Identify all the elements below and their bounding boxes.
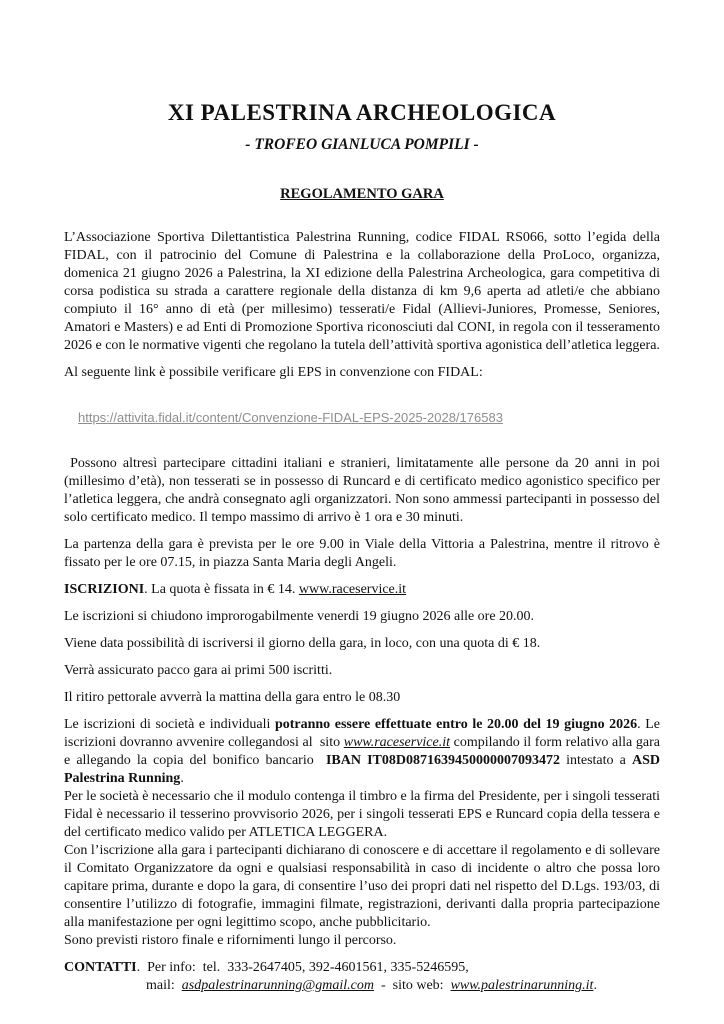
paragraph-pacco-gara: Verrà assicurato pacco gara ai primi 500 iscritti.: [64, 663, 333, 678]
deadline-bold: potranno essere effettuate entro le 20.00 del 19 giugno 2026: [274, 717, 638, 732]
contatti-line2: mail: asdpalestrinarunning@gmail.com - sito web: www.palestrinarunning.it.: [146, 978, 597, 993]
paragraph-intro: L’Associazione Sportiva Dilettantistica Palestrina Running, codice FIDAL RS066, sotto l’egida della FIDAL, con il patrocinio del Comune di Palestrina e la collaborazione della ProLoco, organizza, domenica 21 giugno 2026 a Palestrina, la XI edizione della Palestrina Archeologica, gara competitiva di corsa podistica su strada a carattere regionale della distanza di km 9,6 aperta ad atleti/e che abbiano compiuto il 16° anno di età (per millesimo) tesserati/e Fidal (Allievi-Juniores, Promesse, Seniores, Amatori e Masters) e ad Enti di Promozione Sportiva riconosciuti dal CONI, in regola con il tesseramento 2026 e con le normative vigenti che regolano la tutela dell’attività sportiva agonistica dell’atletica leggera.: [64, 230, 664, 353]
paragraph-societa-line2: Per le società è necessario che il modulo contenga il timbro e la firma del Presidente, per i singoli tesserati Fidal è necessario il tesserino provvisorio 2026, per i singoli tesserati EPS e Runcard copia della tessera e del certificato medico valido per ATLETICA LEGGERA.: [64, 789, 664, 840]
siteweb-label: - sito web:: [373, 978, 451, 993]
contatti-phones: . Per info: tel. 333-2647405, 392-4601561, 335-5246595,: [136, 960, 469, 975]
paragraph-societa-line1: Le iscrizioni di società e individuali potranno essere effettuate entro le 20.00 del 19 giugno 2026. Le iscrizioni dovranno avvenire collegandosi al sito www.raceservice.it compilando il form relativo alla gara e allegando la copia del bonifico bancario IBAN IT08D0871639450000007093472 intestato a ASD Palestrina Running.: [64, 717, 664, 786]
paragraph-eps-label: Al seguente link è possibile verificare gli EPS in convenzione con FIDAL:: [64, 365, 483, 380]
paragraph-chiusura: Le iscrizioni si chiudono improrogabilmente venerdi 19 giugno 2026 alle ore 20.00.: [64, 609, 535, 624]
raceservice-link[interactable]: www.raceservice.it: [298, 582, 407, 597]
paragraph-pettorale: Il ritiro pettorale avverrà la mattina della gara entro le 08.30: [64, 690, 401, 705]
block-modalita-iscrizione: [64, 716, 664, 950]
paragraph-partenza: La partenza della gara è prevista per le ore 9.00 in Viale della Vittoria a Palestrina, mentre il ritrovo è fissato per le ore 07.15, in piazza Santa Maria degli Angeli.: [64, 537, 664, 570]
block-contatti: [64, 959, 660, 995]
iban-value: IBAN IT08D0871639450000007093472: [325, 753, 560, 768]
website-link[interactable]: www.palestrinarunning.it: [450, 978, 594, 993]
iscrizioni-text: . La quota è fissata in € 14.: [144, 582, 299, 597]
paragraph-ristoro: Sono previsti ristoro finale e rifornimenti lungo il percorso.: [64, 933, 397, 948]
email-link[interactable]: asdpalestrinarunning@gmail.com: [181, 978, 374, 993]
contatti-line1: [64, 959, 660, 977]
account-holder: ASD Palestrina Running: [64, 753, 664, 786]
page-subtitle: - TROFEO GIANLUCA POMPILI -: [245, 136, 479, 153]
paragraph-in-loco: Viene data possibilità di iscriversi il giorno della gara, in loco, con una quota di € 18.: [64, 636, 541, 651]
iscrizioni-label: ISCRIZIONI: [64, 582, 145, 597]
page-title: XI PALESTRINA ARCHEOLOGICA: [167, 100, 557, 125]
mail-label: mail:: [146, 978, 182, 993]
contatti-label: CONTATTI: [64, 960, 137, 975]
paragraph-iscrizioni: [64, 581, 660, 599]
fidal-eps-link[interactable]: https://attivita.fidal.it/content/Convenzione-FIDAL-EPS-2025-2028/176583: [78, 410, 503, 425]
section-heading-regolamento: REGOLAMENTO GARA: [280, 186, 444, 202]
paragraph-responsabilita: Con l’iscrizione alla gara i partecipanti dichiarano di conoscere e di accettare il regolamento e di sollevare il Comitato Organizzatore da ogni e qualsiasi responsabilità in caso di incidente o altro che possa loro capitare prima, durante e dopo la gara, di consentire l’uso dei propri dati nel rispetto del D.Lgs. 193/03, di consentire l’utilizzo di fotografie, immagini filmate, registrazioni, derivanti dalla propria partecipazione alla manifestazione per ogni legittimo scopo, anche pubblicitario.: [64, 843, 664, 930]
raceservice-link-2[interactable]: www.raceservice.it: [343, 735, 451, 750]
paragraph-runcard: Possono altresì partecipare cittadini italiani e stranieri, limitatamente alle persone da 20 anni in poi (millesimo d’età), non tesserati se in possesso di Runcard e di certificato medico agonistico specifico per l’atletica leggera, che andrà consegnato agli organizzatori. Non sono ammessi partecipanti in possesso del solo certificato medico. Il tempo massimo di arrivo è 1 ora e 30 minuti.: [64, 456, 664, 525]
